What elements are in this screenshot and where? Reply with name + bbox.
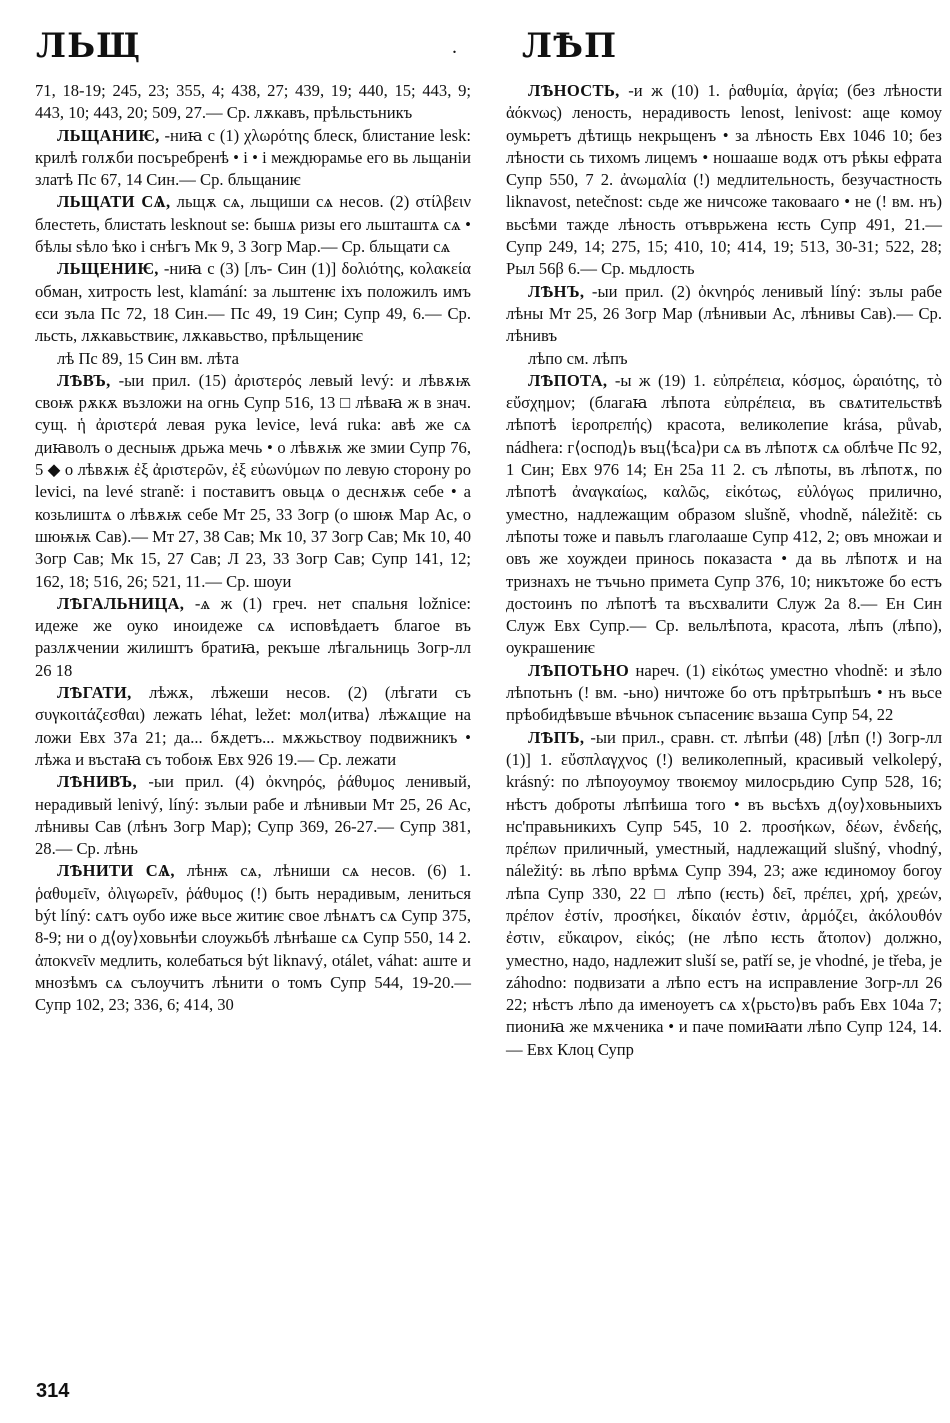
- page-number: 314: [36, 1380, 70, 1402]
- left-column: [35, 80, 471, 1016]
- right-column: [506, 80, 942, 1061]
- dictionary-entry: [35, 191, 471, 258]
- headword: ЛѢПОТЬНО: [528, 660, 630, 680]
- headword: ЛѢНОСТЬ,: [528, 81, 620, 100]
- dictionary-entry: [35, 370, 471, 593]
- entry-body: -и ж (10) 1. ῥαθυμία, ἀργία; (без лѣности ἀόκνως) леность, нерадивость lenost, lenivost: аще комоу оумьретъ дѣтищь некрьщенъ • за лѣность Евх 1046 10; без лѣности сь тихомъ лицемъ • ношааше водѫ отъ рѣкы ефрата Супр 550, 7 2. ἀνωμαλία (!) медлительность, безучастность liknavost, netečnost: сьде же ничсоже таковааго • не (! вм. нъ) вьсѣми тажде лѣность отъврьжена ѥсть Супр 491, 21.— Супр 249, 14; 275, 15; 410, 10; 414, 19; 513, 30-31; 522, 28; Рыл 56β 6.— Ср. мьдлость: [506, 81, 942, 279]
- headword: ЛЬЩАНИѤ,: [57, 125, 160, 145]
- running-head-left: ЛЬЩ: [36, 26, 142, 66]
- entry-body: лѣжѫ, лѣжеши несов. (2) (лѣгати съ συγκοιτάζεσθαι) лежать léhat, ležet: мол⟨итва⟩ лѣжѧщие на ложи Евх 37а 21; да... бѫдетъ... мѫжьствоу подвижникъ • лѣжа и въстаꙗ съ тобоѭ Евх 926 19.— Ср. лежати: [35, 683, 471, 769]
- entry-body: -ыи прил. (4) ὀκνηρός, ῥάθυμος ленивый, нерадивый lenivý, líný: зълыи рабе и лѣнивыи Мт 25, 26 Ас, лѣнивы Сав (лѣнъ Зогр Мар); Супр 369, 26-27.— Супр 381, 28.— Ср. лѣнь: [35, 772, 471, 859]
- headword: ЛѢПОТА,: [528, 370, 608, 390]
- entry-body: -ниꙗ с (3) [лъ- Син (1)] δολιότης, κολακεία обман, хитрость lest, klamání: за льштенѥ іхъ положилъ имъ єси зъла Пс 72, 18 Син.— Пс 49, 19 Син; Супр 49, 6.— Ср. льсть, лѫкавьствиѥ, лѫкавьство, прѣльщениѥ: [35, 259, 471, 346]
- entry-body: льщѫ сѧ, льщиши сѧ несов. (2) στίλβειν блестеть, блистать lesknout se: бышѧ ризы его льшташтѧ сѧ • бѣлы ѕѣло ѣко і снѣгъ Мк 9, 3 Зогр Мар.— Ср. бльщати сѧ: [35, 192, 471, 257]
- headword: ЛѢПЪ,: [528, 727, 585, 747]
- dictionary-entry: [35, 682, 471, 771]
- entry-body: нареч. (1) εἰκότως уместно vhodně: и зѣло лѣпотьнъ (! вм. -ьно) ничтоже бо отъ прѣтрьпѣшъ • нъ вьсе прѣобидѣвъше вѣчьнок съпасениѥ вьзаша Супр 54, 22: [506, 660, 942, 725]
- dictionary-entry: [35, 80, 471, 125]
- headword: ЛѢГАЛЬНИЦА,: [57, 593, 185, 613]
- dictionary-entry: [506, 370, 942, 660]
- entry-body: -ниꙗ с (1) χλωρότης блеск, блистание lesk: крилѣ голѫби посъребренѣ • і • і междюрамье его вь льщаніи златѣ Пс 67, 14 Син.— Ср. бльщаниѥ: [35, 125, 471, 190]
- dictionary-entry: [35, 593, 471, 682]
- dictionary-entry: [506, 660, 942, 727]
- entry-body: лѣ Пс 89, 15 Син вм. лѣта: [57, 348, 240, 368]
- running-head-right: ЛѢП: [522, 26, 618, 66]
- dictionary-entry: [35, 860, 471, 1016]
- headword: ЛѢВЪ,: [57, 370, 111, 390]
- entry-body: 71, 18-19; 245, 23; 355, 4; 438, 27; 439, 19; 440, 15; 443, 9; 443, 10; 443, 20; 509, 27.— Ср. лѫкавъ, прѣльстьникъ: [35, 81, 471, 123]
- entry-body: -ы ж (19) 1. εὐπρέπεια, κόσμος, ὡραιότης, τὸ εὔσχημον; (благаꙗ лѣпота εὐπρέπεια, въ свѧтительствѣ лѣпотѣ ἱεροπρεπής) красота, великолепие krása, půvab, nádhera: г⟨оспод⟩ь въц⟨ѣса⟩ри сѧ въ лѣпотѫ сѧ облѣче Пс 92, 1 Син; Евх 976 14; Ен 25а 11 2. съ лѣпоты, въ лѣпотѫ, по лѣпотѣ ἀναγκαίως, καλῶς, εἰκότως, εὐλόγως прилично, уместно, надлежащим образом slušně, vhodně, náležitě: сь лѣпоты тоже и павьлъ глаголааше Супр 412, 2; овъ множаи и овъ же хоуждеи принось показаста • да вь лѣпотѫ и на тризнахъ не тъчьно примета Супр 376, 10; никътоже бо естъ достоинъ по лѣпотѣ та въсхвалити Служ 2а 8.— Ен Син Служ Евх Супр.— Ср. вельлѣпота, красота, лѣпъ (лѣпо), оукрашениѥ: [506, 370, 942, 658]
- dictionary-entry: [35, 348, 471, 370]
- dictionary-entry: [35, 258, 471, 347]
- dictionary-entry: [506, 281, 942, 348]
- entry-body: -ыи прил., сравн. ст. лѣпѣи (48) [лѣп (!) Зогр-лл (1)] 1. εὔσπλαγχνος (!) великолепный, красивый velkolepý, krásný: по лѣпоуоумоу твоѥмоу милосрьдию Супр 528, 16; нѣстъ доброты лѣпѣиша того • въ вьсѣхъ д⟨оу⟩ховьныихъ нс'правьникихъ Супр 545, 10 2. προσήκων, δέων, ἐνδεής, πρέπων приличный, уместный, надлежащий slušný, vhodný, náležitý: вь лѣпо врѣмѧ Супр 394, 23; аже ѥдиномоу богоу лѣпа Супр 330, 22 □ лѣпо (ѥсть) δεῖ, πρέπει, χρή, χρεών, πρέπον ἐστίν, προσήκει, δίκαιόν ἐστιν, ἁρμόζει, ἀκόλουθόν ἐστιν, εὔκαιρον, εἰκός; (не лѣпо ѥсть ἄτοπον) должно, уместно, надо, надлежит sluší se, patří se, je vhodné, je třeba, je záhodno: подвизати а лѣпо естъ на исправление Зогр-лл 26 22; нѣстъ лѣпо да именоуетъ сѧ х⟨рьсто⟩въ рабъ Евх 104а 7; пиониꙗ же мѫченика • и паче помиꙗати лѣпо Супр 124, 14.— Евх Клоц Супр: [506, 727, 943, 1059]
- entry-body: -ѧ ж (1) греч. нет спальня ložnice: идеже же оуко иноидеже сѧ исповѣдаетъ благое въ разлѫчении жилиштъ братиꙗ, рекъше лѣгальниць Зогр-лл 26 18: [35, 593, 471, 680]
- dictionary-entry: [35, 125, 471, 192]
- entry-body: -ыи прил. (2) ὀκνηρός ленивый líný: зълы рабе лѣны Мт 25, 26 Зогр Мар (лѣнивыи Ас, лѣнивы Сав).— Ср. лѣнивъ: [506, 281, 942, 346]
- entry-body: лѣнѭ сѧ, лѣниши сѧ несов. (6) 1. ῥαθυμεῖν, ὀλιγωρεῖν, ῥάθυμος (!) быть нерадивым, лениться být líný: сѧтъ оубо иже вьсе житиѥ свое лѣнѧтъ сѧ Супр 375, 8-9; ни о д⟨оу⟩ховьнѣи слоужьбѣ лѣнѣаше сѧ Супр 550, 14 2. ἀποκνεῖν медлить, колебаться být liknavý, otálet, váhat: аште и мнозѣмъ сѧ сълоучитъ лѣнити о томъ Супр 544, 19-20.— Супр 102, 23; 336, 6; 414, 30: [35, 861, 471, 1015]
- dictionary-entry: [506, 80, 942, 281]
- headword: ЛѢНИВЪ,: [57, 772, 137, 792]
- entry-body: лѣпо см. лѣпъ: [528, 348, 628, 368]
- headword: ЛЬЩЕНИѤ,: [57, 259, 159, 279]
- headword: ЛЬЩАТИ СѦ,: [57, 192, 171, 212]
- headword: ЛѢНЪ,: [528, 281, 585, 301]
- entry-body: -ыи прил. (15) ἀριστερός левый levý: и лѣвѫѭ своѭ рѫкѫ възложи на огнь Супр 516, 13 □ лѣваꙗ ж в знач. сущ. ἡ ἀριστερά левая рука levice, levá ruka: авѣ же сѧ диꙗволъ о десныѭ дрьжа мечь • о лѣвѫѭ же змии Супр 76, 5 ◆ о лѣвѫѭ ἐξ ἀριστερῶν, ἐξ εὐωνύμων по левую сторону po levici, na levé straně: і поставитъ овьцѧ о деснѫѭ себе • а козьлиштѧ о лѣвѫѭ себе Мт 25, 33 Зогр (о шюѭ Мар Ас, о шюѭѭ Сав).— Мт 27, 38 Сав; Мк 10, 37 Зогр Сав; Мк 10, 40 Зогр Сав; Мк 15, 27 Сав; Л 23, 33 Зогр Сав; Супр 141, 12; 162, 18; 516, 26; 521, 11.— Ср. шоуи: [35, 370, 471, 591]
- headword: ЛѢГАТИ,: [57, 683, 132, 703]
- dictionary-entry: [35, 771, 471, 860]
- dictionary-entry: [506, 348, 942, 370]
- headword: ЛѢНИТИ СѦ,: [57, 861, 175, 881]
- dictionary-entry: [506, 727, 942, 1061]
- header-dot: .: [452, 36, 457, 58]
